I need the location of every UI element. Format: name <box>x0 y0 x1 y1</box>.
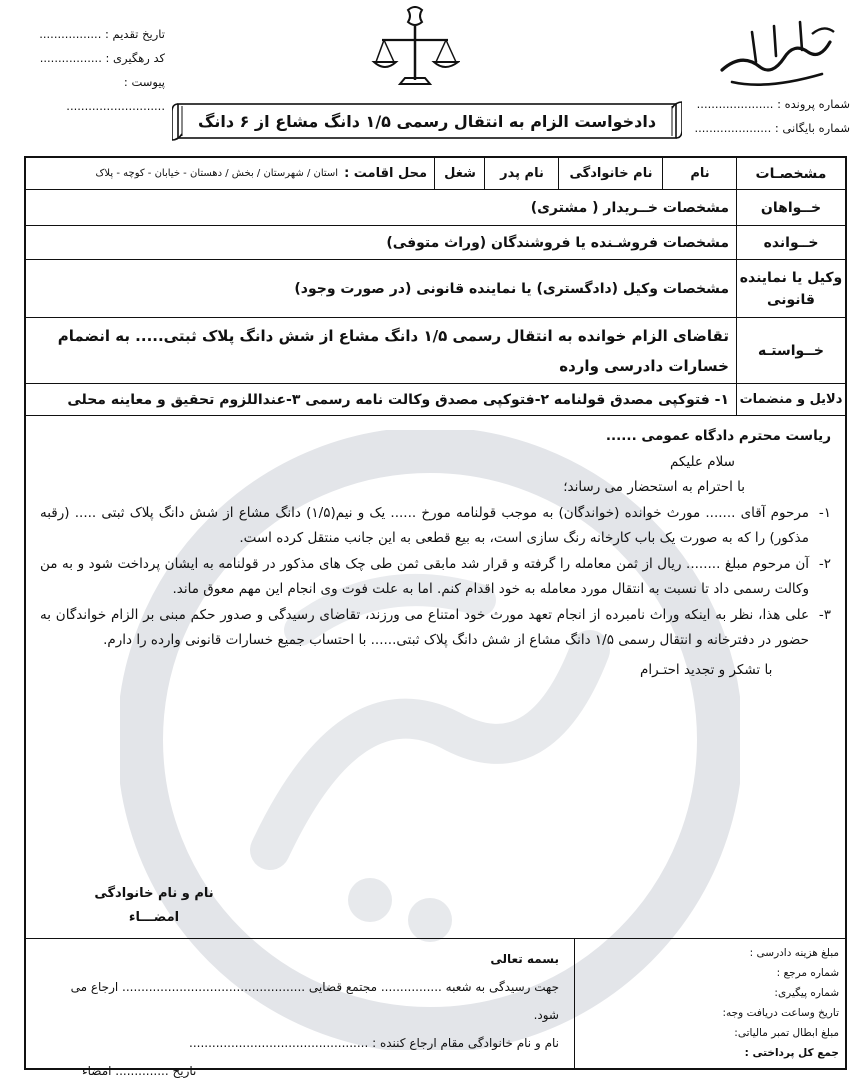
claim-label: خــواستـه <box>736 318 845 383</box>
plaintiff-row <box>26 190 845 226</box>
intro: با احترام به استحضار می رساند؛ <box>563 479 745 495</box>
payment-datetime-field: تاریخ وساعت دریافت وجه: <box>722 1007 839 1019</box>
item-text: مرحوم آقای ....... مورث خوانده (خواندگان) به موجب قولنامه مورخ ...... یک و نیم(۱/۵) دانگ مشاع از شش دانگ پلاک ثبتی ..... (رقبه مذکور) را که به صورت یک باب کارخانه رنگ سازی است، به بیع قطعی به این جانب منتقل کرده است. <box>40 504 810 546</box>
signer-name-label: نام و نام خانوادگی <box>94 886 214 901</box>
claim-row <box>26 318 845 384</box>
family-name-column: نام خانوادگی <box>558 158 663 189</box>
defendant-value: مشخصات فروشـنده یا فروشندگان (وراث متوفی) <box>386 234 729 251</box>
form-title: دادخواست الزام به انتقال رسمی ۱/۵ دانگ مشاع از ۶ دانگ <box>197 111 657 131</box>
attachment-field: پیوست : ........................... <box>66 75 165 113</box>
plaintiff-label: خــواهان <box>736 190 845 225</box>
attorney-row <box>26 260 845 318</box>
greeting: سلام علیکم <box>669 453 735 470</box>
petition-body <box>40 424 831 683</box>
list-item <box>40 603 831 654</box>
total-paid-field: جمع کل پرداختی : <box>744 1047 839 1059</box>
tracking-number-field: شماره پیگیری: <box>774 987 839 999</box>
list-item <box>40 501 831 552</box>
signature-label: امضـــاء <box>128 910 180 925</box>
list-item <box>40 552 831 603</box>
salutation: ریاست محترم دادگاه عمومی ...... <box>605 428 831 444</box>
attorney-value: مشخصات وکیل (دادگستری) یا نماینده قانونی (در صورت وجود) <box>294 280 729 297</box>
details-header-row <box>26 158 845 190</box>
referral-date-sign-line: تاریخ .............. امضاء <box>82 1064 197 1078</box>
closing <box>40 658 831 684</box>
office-use-section <box>26 938 845 1078</box>
referral-title: بسمه تعالی <box>490 952 559 966</box>
job-column: شغل <box>434 158 485 189</box>
address-label: محل اقامت : <box>344 166 427 181</box>
referral-branch-line: جهت رسیدگی به شعبه ................ مجتمع قضایی ................................................ ارجاع می شود. <box>70 980 559 1022</box>
evidence-row <box>26 384 845 416</box>
case-number-field: شماره پرونده : ..................... <box>696 97 850 111</box>
address-hint: استان / شهرستان / بخش / دهستان - خیابان - کوچه - پلاک <box>95 168 339 179</box>
evidence-label: دلایل و منضمات <box>736 384 845 415</box>
evidence-value: ۱- فتوکپی مصدق قولنامه ۲-فتوکپی مصدق وکالت نامه رسمی ۳-عنداللزوم تحقیق و معاینه محلی <box>67 391 729 408</box>
petition-table <box>24 156 847 1078</box>
case-info <box>680 92 850 140</box>
plaintiff-value: مشخصات خــریدار ( مشتری) <box>530 199 729 216</box>
attorney-label: وکیل یا نماینده قانونی <box>736 260 845 317</box>
defendant-row <box>26 226 845 260</box>
referral-authority-line: نام و نام خانوادگی مقام ارجاع کننده : ............................................... <box>189 1036 559 1050</box>
item-number: ۱- <box>818 504 831 521</box>
father-name-column: نام پدر <box>484 158 559 189</box>
referral-section <box>26 939 575 1078</box>
details-label: مشخصـات <box>736 158 845 189</box>
closing-text: با تشکر و تجدید احتـرام <box>640 661 773 678</box>
claim-value: تقاضای الزام خوانده به انتقال رسمی ۱/۵ دانگ مشاع از شش دانگ پلاک ثبتی..... به انضمام خسارات دادرسی وارده <box>57 326 729 375</box>
reference-number-field: شماره مرجع : <box>776 967 839 979</box>
justice-emblem-icon <box>370 6 460 92</box>
tracking-code-field: کد رهگیری : ................. <box>39 51 165 65</box>
name-column: نام <box>662 158 737 189</box>
address-column <box>26 158 435 189</box>
submission-info <box>30 22 165 118</box>
submission-date-field: تاریخ تقدیم : ................. <box>39 27 165 41</box>
item-number: ۲- <box>818 555 831 572</box>
archive-number-field: شماره بایگانی : ..................... <box>694 121 850 135</box>
stamp-tax-field: مبلغ ابطال تمبر مالیاتی: <box>734 1027 839 1039</box>
payment-info <box>574 939 845 1068</box>
item-text: علی هذا، نظر به اینکه وراث نامبرده از انجام تعهد مورث خود امتناع می ورزند، تقاضای رسیدگی و صدور حکم مبنی بر الزام خواندگان به حضور در دفترخانه و انتقال رسمی ۱/۵ دانگ مشاع از شش دانگ پلاک ثبتی...... با احتساب جمیع خسارات قانونی وارده را دارم. <box>40 606 809 648</box>
fee-amount-field: مبلغ هزینه دادرسی : <box>749 947 839 959</box>
defendant-label: خــوانده <box>736 226 845 259</box>
item-number: ۳- <box>818 606 831 623</box>
signature-block <box>64 882 244 930</box>
bismillah-calligraphy-icon <box>712 12 842 92</box>
item-text: آن مرحوم مبلغ ........ ریال از ثمن معامله را گرفته و قرار شد مابقی ثمن طی چک های مذکور در قولنامه به ایشان پرداخت شود و به من وکالت رسمی داد تا نسبت به انتقال مورد معامله به خود اقدام کنم. اما به علت فوت وی انجام این مهم معوق ماند. <box>40 555 809 597</box>
